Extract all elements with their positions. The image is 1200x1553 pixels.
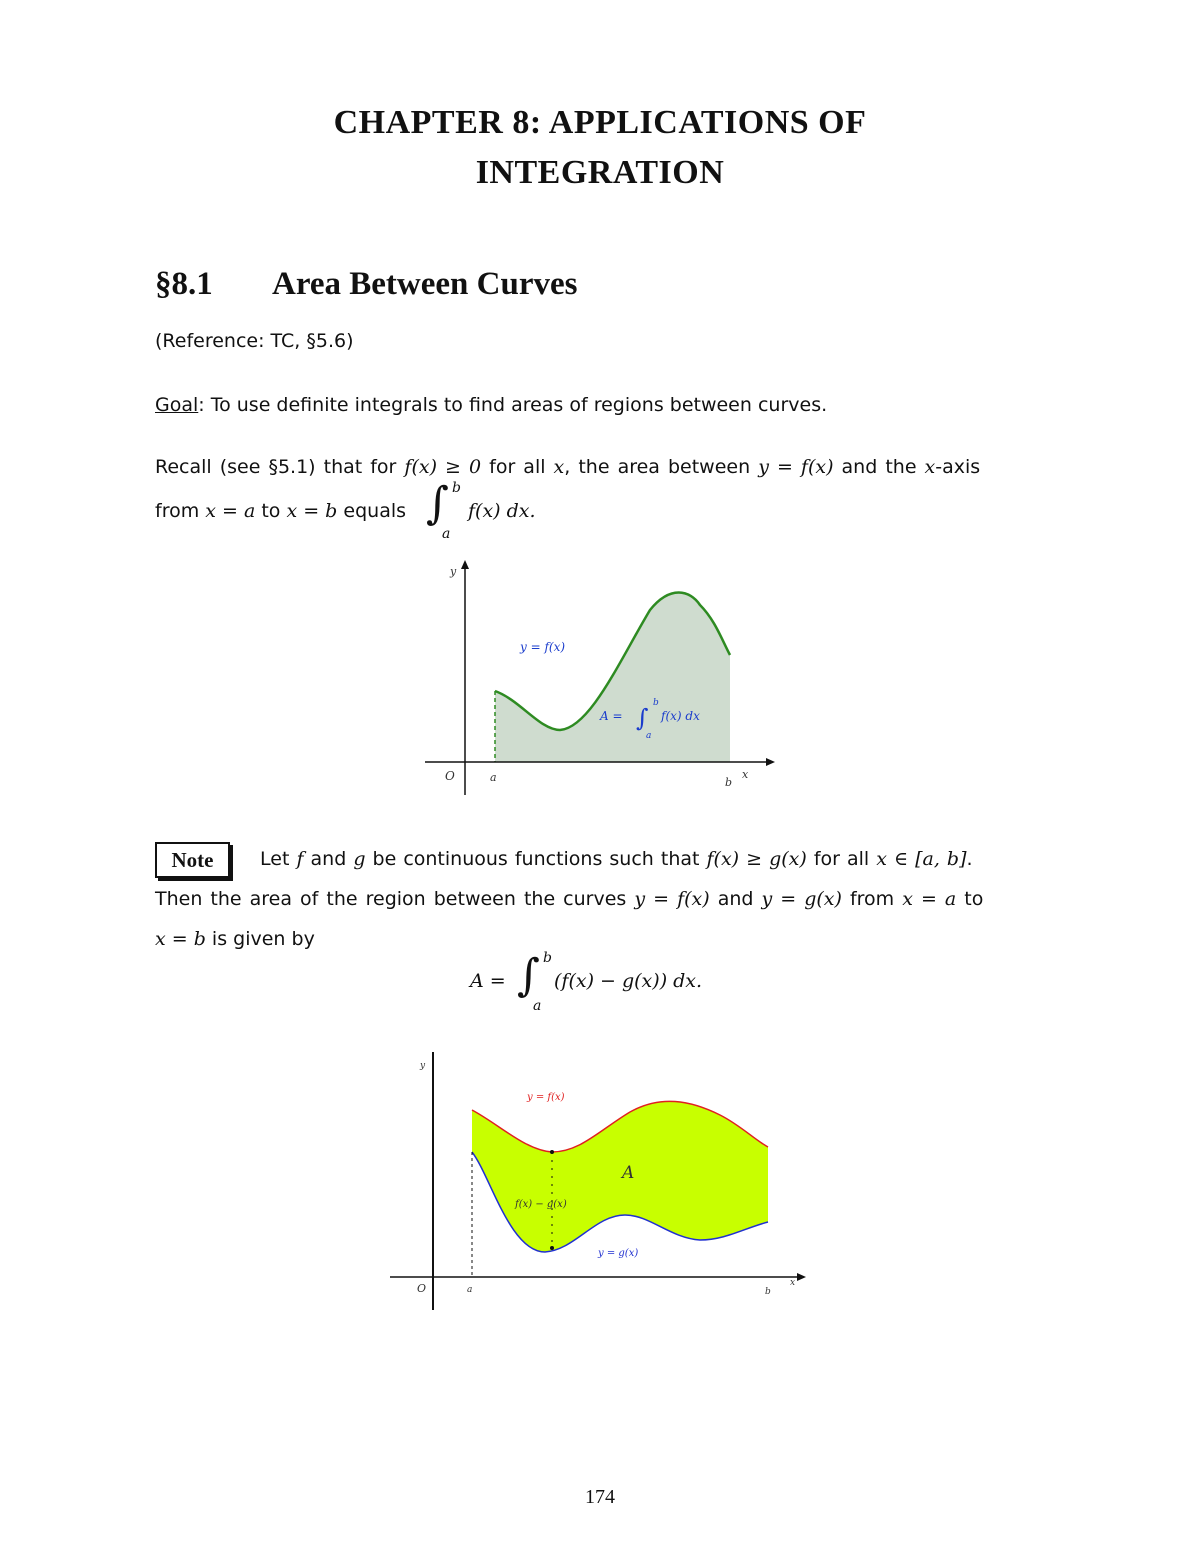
recall-integrand: f(x) dx. [468,500,536,522]
figure-area-under-curve [420,555,780,800]
page-number: 174 [585,1486,615,1508]
difference-label: f(x) − g(x) [515,1199,567,1210]
integral-upper-limit: b [452,480,461,496]
goal-label: Goal [155,394,199,416]
area-integral-upper: b [653,698,659,708]
area-integrand: f(x) dx [661,709,700,723]
x-axis-label: x [742,768,749,781]
y-axis-label: y [420,1061,426,1071]
recall2-text-a: from [155,500,206,522]
note1-a: Let [260,848,297,870]
note1-e: . [966,848,973,870]
g-curve-label: y = g(x) [598,1248,639,1259]
note1-set: x ∈ [a, b] [876,848,967,870]
difference-bottom-dot [550,1246,554,1250]
f-curve-label: y = f(x) [527,1092,565,1103]
b-tick-label: b [765,1287,771,1297]
difference-top-dot [550,1150,554,1154]
note3-a: is given by [205,928,315,950]
section-title: Area Between Curves [272,266,578,302]
origin-label: O [417,1282,427,1295]
note1-ineq: f(x) ≥ g(x) [706,848,807,870]
x-axis-label: x [790,1278,796,1288]
formula-lhs: A = [470,970,506,992]
recall-line-2 [155,500,406,522]
y-axis-arrow [461,560,469,569]
recall-math-eq: y = f(x) [758,456,834,478]
recall-math-x: x [553,456,565,478]
formula-integral-sign: ∫ [517,950,540,1001]
note-line-2 [155,888,1045,910]
recall2-text-c: equals [337,500,407,522]
note2-d: to [956,888,984,910]
note1-c: be continuous functions such that [365,848,707,870]
note2-c: from [841,888,903,910]
chapter-title-line2: INTEGRATION [475,154,725,191]
b-tick-label: b [725,776,733,789]
recall2-math-xa: x = a [205,500,256,522]
reference-line: (Reference: TC, §5.6) [155,330,354,352]
figure-area-between-curves [385,1045,815,1315]
x-axis-arrow [766,758,775,766]
recall-text-c: , the area between [564,456,759,478]
recall-math-x2: x [924,456,936,478]
section-number: §8.1 [155,266,213,302]
note-line-1 [260,848,1045,870]
note2-xa: x = a [902,888,957,910]
note-line-3 [155,928,315,950]
note1-g: g [353,848,366,870]
note3-xb: x = b [155,928,206,950]
note2-a: Then the area of the region between the curves [155,888,635,910]
area-label: A [622,1163,635,1183]
recall-text-b: for all [481,456,554,478]
note2-b: and [709,888,762,910]
a-tick-label: a [490,771,497,784]
note-badge: Note [155,842,230,878]
curve-label: y = f(x) [520,640,566,654]
formula-upper-limit: b [543,950,552,966]
origin-label: O [445,769,455,783]
formula-lower-limit: a [533,998,542,1014]
note1-d: for all [806,848,877,870]
goal-text: : To use definite integrals to find areas of regions between curves. [198,394,828,416]
integral-lower-limit: a [442,526,451,542]
recall-line-1 [155,456,1045,478]
x-axis-arrow [797,1273,806,1281]
recall-math-fx: f(x) ≥ 0 [404,456,482,478]
section-heading [155,266,577,303]
formula-integral [517,950,557,1020]
formula-body: (f(x) − g(x)) dx. [554,970,703,992]
area-integral-sign: ∫ [636,704,649,732]
note2-yf: y = f(x) [634,888,710,910]
area-integral-lower: a [646,731,652,741]
area-between-fill [472,1101,768,1252]
note2-yg: y = g(x) [761,888,842,910]
area-label-lhs: A = [600,709,623,723]
a-tick-label: a [467,1285,473,1295]
recall2-math-xb: x = b [286,500,338,522]
y-axis-label: y [450,565,457,578]
recall-text-d: and the [833,456,925,478]
recall-integral [426,478,466,548]
goal-paragraph [155,394,827,416]
recall-text-e: -axis [935,456,981,478]
recall2-text-b: to [255,500,287,522]
note1-f: f [296,848,304,870]
recall-text-a: Recall (see §5.1) that for [155,456,405,478]
chapter-title-line1: CHAPTER 8: APPLICATIONS OF [333,104,867,141]
note1-b: and [303,848,354,870]
integral-sign: ∫ [426,478,449,529]
